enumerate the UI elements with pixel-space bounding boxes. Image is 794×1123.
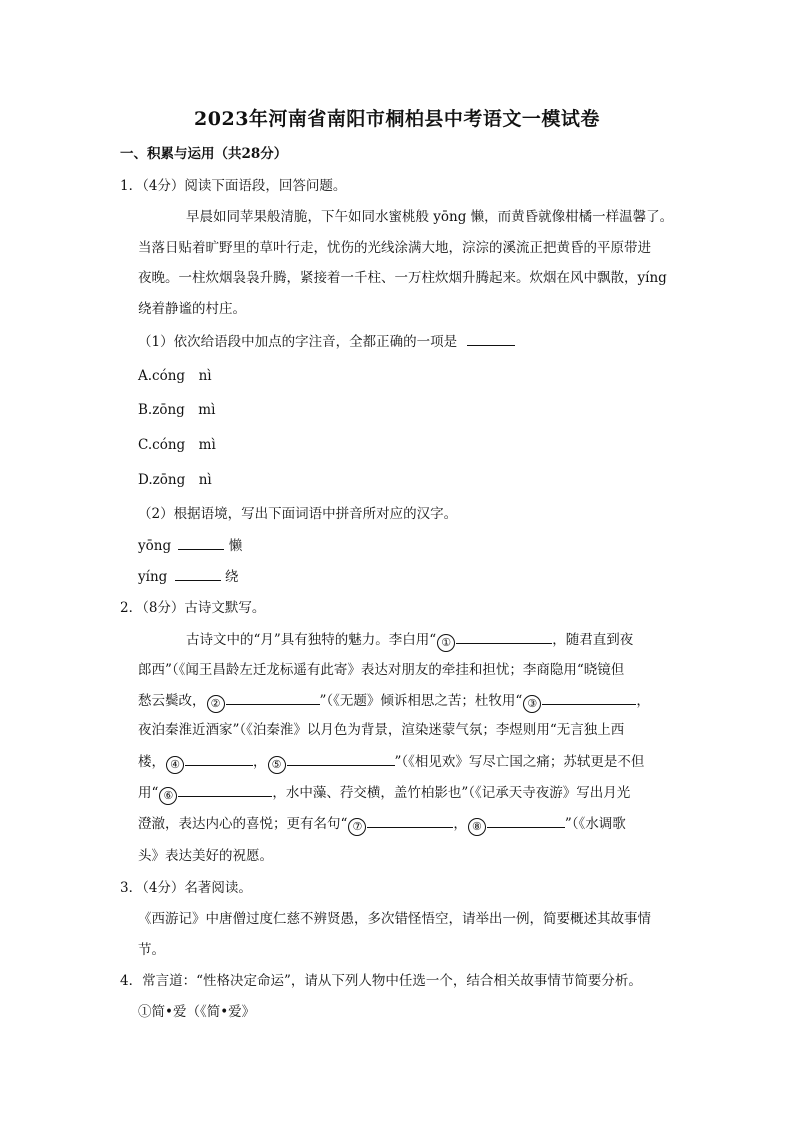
blank-number: ② bbox=[207, 695, 225, 713]
q3-text-line: 《西游记》中唐僧过度仁慈不辨贤愚，多次错怪悟空，请举出一例，简要概述其故事情 bbox=[138, 911, 651, 927]
blank-number: ① bbox=[437, 634, 455, 652]
page-title: 2023年河南省南阳市桐柏县中考语文一模试卷 bbox=[194, 108, 600, 130]
q1-passage-line: 绕着静谧的村庄。 bbox=[138, 301, 246, 317]
blank-number: ③ bbox=[523, 695, 541, 713]
text-segment: 愁云鬓改， bbox=[138, 693, 206, 709]
answer-blank[interactable] bbox=[287, 751, 395, 766]
blank-number: ⑦ bbox=[348, 818, 366, 836]
q3-heading: 3．（4分）名著阅读。 bbox=[120, 880, 252, 896]
option-a[interactable]: A.cóng nì bbox=[138, 368, 212, 384]
text-segment: ，水中藻、荇交横，盖竹柏影也”（《记承天寺夜游》写出月光 bbox=[272, 785, 631, 801]
answer-blank[interactable] bbox=[178, 782, 272, 797]
text-segment: ，随君直到夜 bbox=[552, 632, 634, 648]
answer-blank[interactable] bbox=[487, 813, 565, 828]
q2-heading: 2．（8分）古诗文默写。 bbox=[120, 600, 266, 616]
text-segment: 用“ bbox=[138, 785, 159, 801]
text-segment: ”（《相见欢》写尽亡国之痛；苏轼更是不但 bbox=[394, 754, 645, 770]
text-segment: ， bbox=[636, 693, 650, 709]
q4-option-line: ①简•爱（《简•爱》 bbox=[138, 1004, 256, 1020]
q1-passage-line: 当落日贴着旷野里的草叶行走，忧伤的光线涂满大地，淙淙的溪流正把黄昏的平原带进 bbox=[138, 240, 651, 256]
q1-subquestion-2: （2）根据语境，写出下面词语中拼音所对应的汉字。 bbox=[138, 506, 458, 522]
answer-blank[interactable] bbox=[467, 331, 515, 346]
q2-text-line bbox=[186, 629, 633, 652]
answer-blank[interactable] bbox=[226, 690, 320, 705]
text-segment: 楼， bbox=[138, 754, 165, 770]
answer-blank[interactable] bbox=[178, 535, 224, 550]
blank-number: ⑧ bbox=[468, 818, 486, 836]
q2-text-line bbox=[138, 813, 626, 836]
q2-text-line: 夜泊秦淮近酒家”（《泊秦淮》以月色为背景，渲染迷蒙气氛；李煜则用“无言独上西 bbox=[138, 722, 625, 738]
blank-number: ⑥ bbox=[159, 787, 177, 805]
text-segment: ， bbox=[453, 816, 467, 832]
q1-passage-line: 夜晚。一柱炊烟袅袅升腾，紧接着一千柱、一万柱炊烟升腾起来。炊烟在风中飘散，yíng bbox=[138, 270, 667, 286]
q1-heading: 1．（4分）阅读下面语段，回答问题。 bbox=[120, 178, 347, 194]
q2-text-line: 头》表达美好的祝愿。 bbox=[138, 848, 273, 864]
text-segment: 澄澈，表达内心的喜悦；更有名句“ bbox=[138, 816, 348, 832]
answer-blank[interactable] bbox=[542, 690, 636, 705]
q2-text-line bbox=[138, 751, 644, 774]
answer-blank[interactable] bbox=[456, 629, 552, 644]
text-segment: 古诗文中的“月”具有独特的魅力。李白用“ bbox=[186, 632, 437, 648]
option-c[interactable]: C.cóng mì bbox=[138, 437, 216, 453]
option-b[interactable]: B.zōng mì bbox=[138, 402, 216, 418]
word-fill-line bbox=[138, 535, 242, 556]
q2-text-line bbox=[138, 782, 630, 805]
word-suffix: 懒 bbox=[228, 538, 243, 554]
option-d[interactable]: D.zōng nì bbox=[138, 472, 212, 488]
text-segment: ”（《水调歌 bbox=[564, 816, 626, 832]
blank-number: ⑤ bbox=[268, 756, 286, 774]
subquestion-text: （1）依次给语段中加点的字注音，全都正确的一项是 bbox=[138, 334, 458, 350]
answer-blank[interactable] bbox=[185, 751, 253, 766]
answer-blank[interactable] bbox=[175, 566, 221, 581]
section-heading: 一、积累与运用（共28分） bbox=[120, 146, 288, 162]
blank-number: ④ bbox=[166, 756, 184, 774]
q2-text-line: 郎西”（《闻王昌龄左迁龙标遥有此寄》表达对朋友的牵挂和担忧；李商隐用“晓镜但 bbox=[138, 662, 625, 678]
q3-text-line: 节。 bbox=[138, 942, 165, 958]
q2-text-line bbox=[138, 690, 650, 713]
q1-subquestion-1 bbox=[138, 331, 515, 352]
q4-heading: 4．常言道：“性格决定命运”，请从下列人物中任选一个，结合相关故事情节简要分析。 bbox=[120, 973, 642, 989]
word-suffix: 绕 bbox=[224, 569, 239, 585]
answer-blank[interactable] bbox=[367, 813, 453, 828]
q1-passage-line: 早晨如同苹果般清脆，下午如同水蜜桃般 yōng 懒，而黄昏就像柑橘一样温馨了。 bbox=[186, 209, 674, 225]
text-segment: ”（《无题》倾诉相思之苦；杜牧用“ bbox=[319, 693, 523, 709]
word-fill-line bbox=[138, 566, 238, 587]
pinyin: yíng bbox=[138, 569, 168, 585]
pinyin: yōng bbox=[138, 538, 172, 554]
text-segment: ， bbox=[253, 754, 267, 770]
